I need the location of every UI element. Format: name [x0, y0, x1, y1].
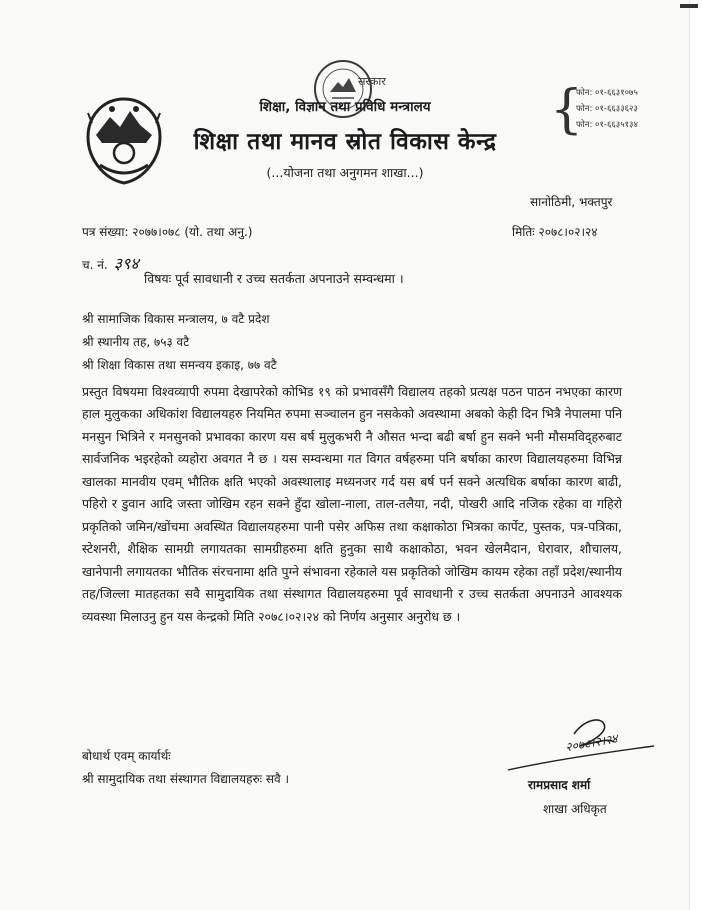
corner-mark	[680, 4, 698, 8]
dispatch-label: च. नं.	[82, 258, 108, 272]
dispatch-number	[82, 252, 139, 274]
dispatch-value: ३९४	[113, 254, 139, 273]
phone-number: फोन: ०१-६६३५१३४	[576, 120, 638, 130]
section-name: (...योजना तथा अनुगमन शाखा...)	[266, 165, 424, 180]
signer-name: रामप्रसाद शर्मा	[528, 778, 591, 792]
ministry-name: शिक्षा, विज्ञान तथा प्रविधि मन्त्रालय	[259, 99, 431, 115]
signer-title: शाखा अधिकृत	[543, 802, 607, 816]
recipient: श्री सामाजिक विकास मन्त्रालय, ७ वटै प्रदेश	[82, 312, 270, 326]
seal-text: सरकार	[358, 75, 386, 88]
centre-name: शिक्षा तथा मानव स्रोत विकास केन्द्र	[193, 129, 497, 155]
recipient-list	[82, 308, 277, 377]
recipient: श्री शिक्षा विकास तथा समन्वय इकाइ, ७७ वटै	[82, 358, 277, 372]
letter-date: मितिः २०७८।०२।२४	[512, 225, 598, 239]
info-recipient: श्री सामुदायिक तथा संस्थागत विद्यालयहरुः सवै ।	[82, 772, 290, 786]
recipient: श्री स्थानीय तह, ७५३ वटै	[82, 335, 190, 349]
info-label: बोधार्थ एवम् कार्यार्थः	[82, 749, 171, 763]
signature-date: २०७८।२।२४	[564, 731, 619, 755]
letter-body: प्रस्तुत विषयमा विश्वव्यापी रुपमा देखापरेको कोभिड १९ को प्रभावसँगै विद्यालय तहको प्रत्यक्ष पठन पाठन नभएका कारण हाल मुलुकका अधिकांश विद्यालयहरु नियमित रुपमा सञ्चालन हुन नसकेको अवस्थामा अबको केही दिन भित्रै नेपालमा पनि मनसुन भित्रिने र मनसुनको प्रभावका कारण यस बर्ष मुलुकभरी नै औसत भन्दा बढी बर्षा हुन सक्ने भनी मौसमविद्हरुबाट सार्वजनिक भइरहेको व्यहोरा अवगत नै छ । यस सम्वन्धमा गत विगत वर्षहरुमा पनि बर्षाका कारण विद्यालयहरुमा विभिन्न खालका मानवीय एवम् भौतिक क्षति भएको अवस्थालाइ मध्यनजर गर्द यस बर्ष पर्न सक्ने अत्यधिक बर्षाका कारण बाढी, पहिरो र डुवान आदि जस्ता जोखिम रहन सक्ने हुँदा खोला-नाला, ताल-तलैया, नदी, पोखरी आदि नजिक रहेका वा गहिरो प्रकृतिको जमिन/खोंचमा अवस्थित विद्यालयहरुमा पानी पसेर अफिस तथा कक्षाकोठा भित्रका कार्पेट, पुस्तक, पत्र-पत्रिका, स्टेशनरी, शैक्षिक सामग्री लगायतका सामग्रीहरुमा क्षति हुनुका साथै कक्षाकोठा, भवन खेलमैदान, घेरावार, शौचालय, खानेपानी लगायतका भौतिक संरचनामा क्षति पुग्ने संभावना रहेकाले यस प्रकृतिको जोखिम कायम रहेका तहाँ प्रदेश/स्थानीय तह/जिल्ला मातहतका सवै सामुदायिक तथा संस्थागत विद्यालयहरुमा पूर्व सावधानी र उच्च सतर्कता अपनाउने आवश्यक व्यवस्था मिलाउनु हुन यस केन्द्रको मिति २०७८।०२।२४ को निर्णय अनुसार अनुरोध छ ।	[82, 384, 622, 624]
letter-subject: विषयः पूर्व सावधानी र उच्च सतर्कता अपनाउने सम्वन्धमा ।	[144, 271, 404, 286]
office-address: सानोठिमी, भक्तपुर	[530, 195, 613, 209]
phone-brace: {	[550, 80, 584, 140]
reference-number: पत्र संख्या: २०७७।०७८ (यो. तथा अनु.)	[82, 225, 253, 239]
phone-number: फोन: ०१-६६३३६२३	[576, 104, 638, 114]
phone-number: फोन: ०१-६६३१०७५	[576, 88, 638, 98]
phone-list	[576, 85, 638, 133]
